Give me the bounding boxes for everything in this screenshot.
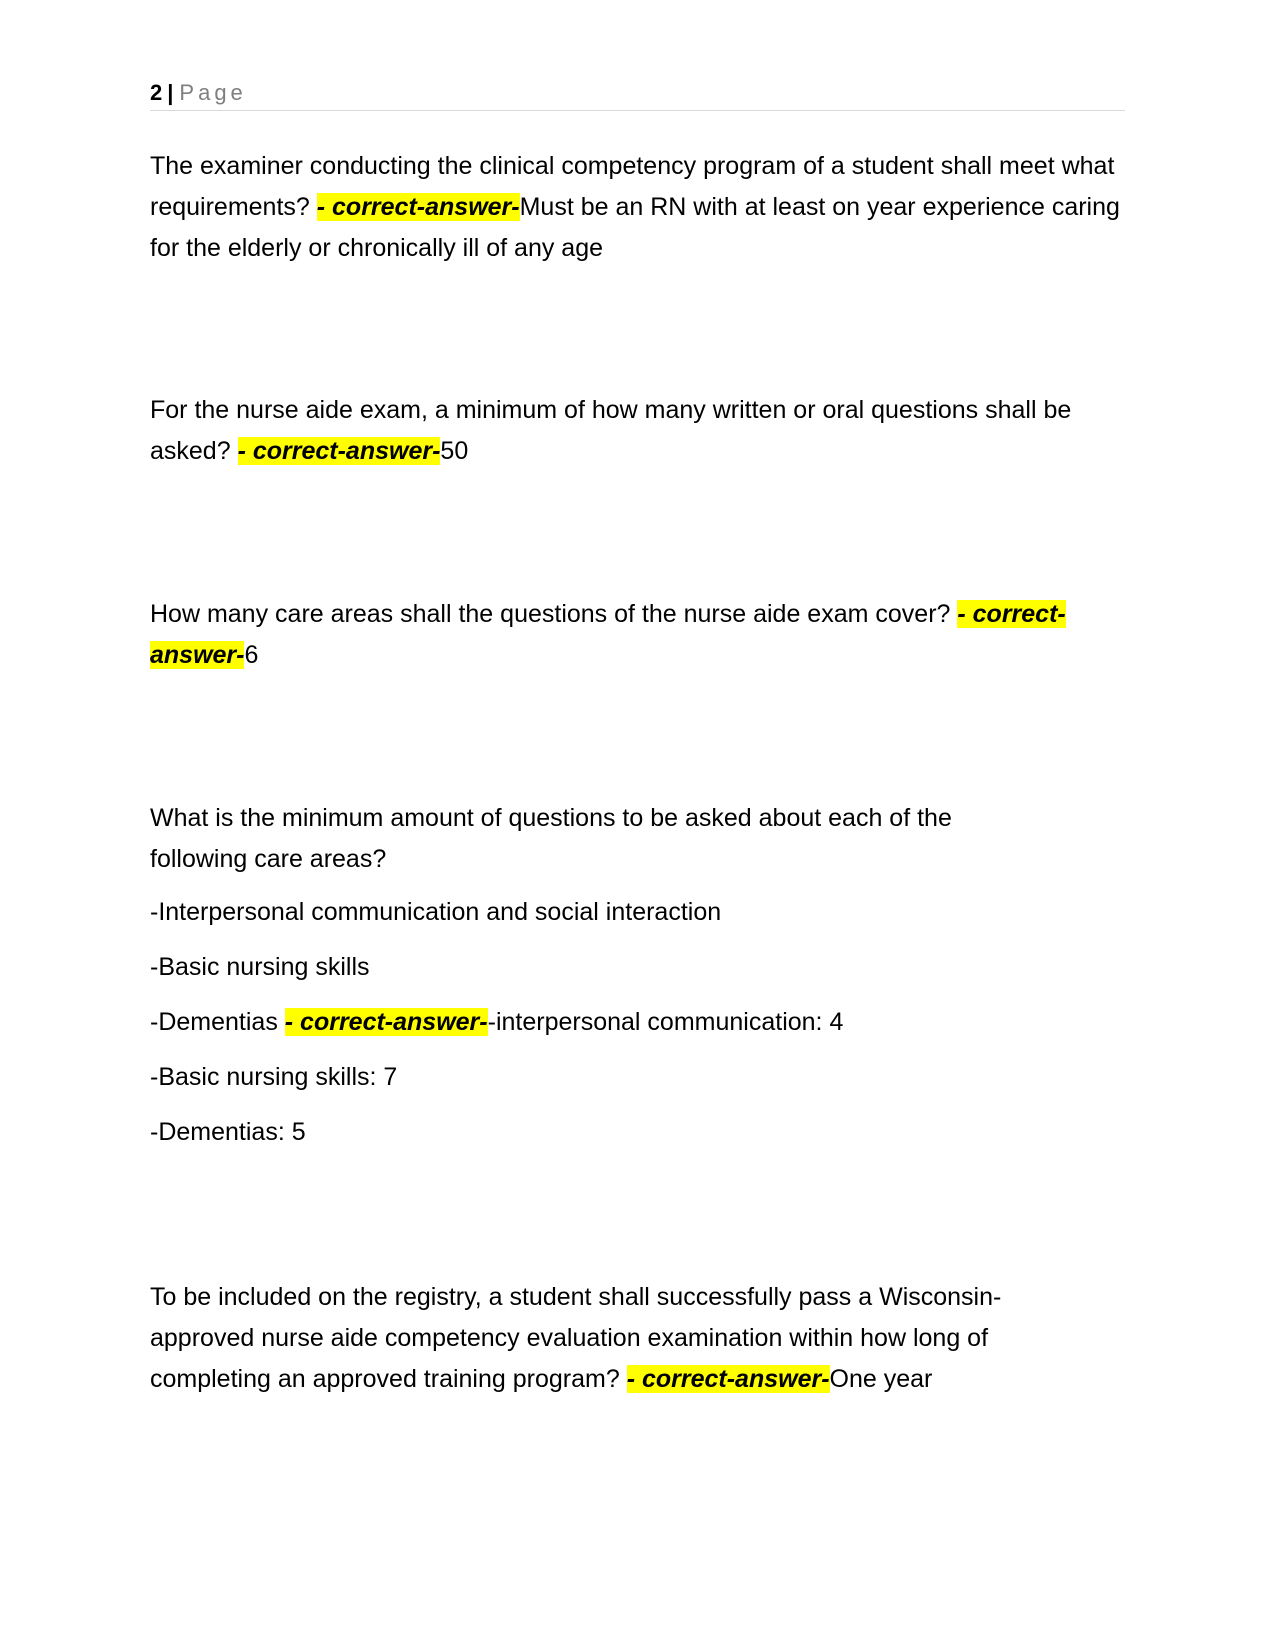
correct-answer-marker: - correct-answer- xyxy=(316,193,520,221)
answer-text: 50 xyxy=(440,437,469,465)
question-text: How many care areas shall the questions of the nurse aide exam cover? xyxy=(150,600,958,628)
qa-item-3 xyxy=(150,594,1130,676)
correct-answer-marker: - correct-answer- xyxy=(284,1008,488,1036)
care-area-line: -Interpersonal communication and social interaction xyxy=(150,898,722,926)
answer-line: -Dementias: 5 xyxy=(150,1118,306,1146)
question-text: To be included on the registry, a student shall successfully pass a Wisconsin-approved nurse aide competency evaluation examination within how long of completing an approved training program? xyxy=(150,1283,1002,1393)
answer-text: 6 xyxy=(244,641,259,669)
care-area-text: -Dementias xyxy=(150,1008,285,1036)
page-header xyxy=(150,78,1125,111)
answer-text: -interpersonal communication: 4 xyxy=(487,1008,844,1036)
question-text: What is the minimum amount of questions to be asked about each of the following care areas? xyxy=(150,804,952,873)
qa-item-1 xyxy=(150,146,1130,269)
question-text: For the nurse aide exam, a minimum of how many written or oral questions shall be asked? xyxy=(150,396,1072,465)
page-label: Page xyxy=(179,80,247,105)
header-separator: | xyxy=(167,80,174,105)
qa-item-2 xyxy=(150,390,1130,472)
page-number: 2 xyxy=(150,80,163,105)
qa-item-5 xyxy=(150,1277,1050,1400)
answer-text: One year xyxy=(829,1365,933,1393)
care-area-line: -Basic nursing skills xyxy=(150,953,370,981)
qa-item-4-answer-line xyxy=(150,1002,1130,1043)
correct-answer-marker: - correct-answer- xyxy=(626,1365,830,1393)
question-text: The examiner conducting the clinical competency program of a student shall meet what requirements? xyxy=(150,152,1115,221)
answer-text: Must be an RN with at least on year experience caring for the elderly or chronically ill of any age xyxy=(150,193,1120,262)
qa-item-4-question xyxy=(150,798,1010,880)
correct-answer-marker: - correct-answer- xyxy=(150,600,1066,669)
correct-answer-marker: - correct-answer- xyxy=(237,437,441,465)
answer-line: -Basic nursing skills: 7 xyxy=(150,1063,398,1091)
